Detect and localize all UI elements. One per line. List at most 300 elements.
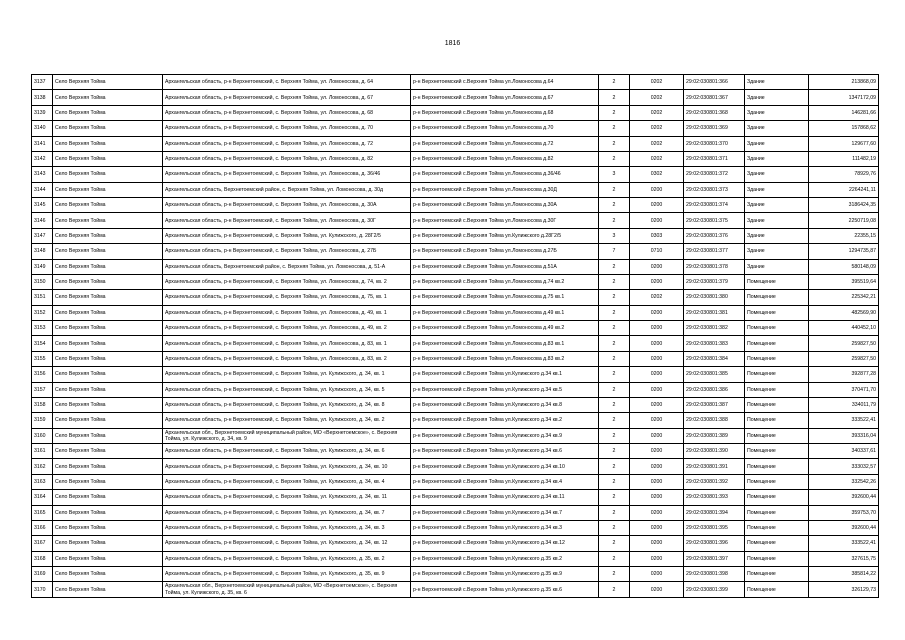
type-code-cell: 0200 [630,274,684,289]
address-cell: Архангельская область, Верхнетоемский район, с. Верхняя Тойма, ул. Ломоносова, д. 51-А [163,259,411,274]
object-type-cell: Помещение [745,536,809,551]
cadastral-value-cell: 157868,62 [809,121,879,136]
type-code-cell: 0200 [630,474,684,489]
location-cell: р-н Верхнетоемский с.Верхняя Тойма ул.Ломоносова д.83 кв.2 [411,351,599,366]
cadastral-value-cell: 146281,66 [809,105,879,120]
class-code-cell: 2 [599,290,630,305]
class-code-cell: 2 [599,105,630,120]
location-cell: р-н Верхнетоемский с.Верхняя Тойма ул.Кулижского д.34 кв.5 [411,382,599,397]
cadastral-value-cell: 580148,09 [809,259,879,274]
address-cell: Архангельская область, р-н Верхнетоемский, с. Верхняя Тойма, ул. Ломоносова, д. 49, кв. 2 [163,321,411,336]
object-type-cell: Помещение [745,290,809,305]
table-row [32,121,879,136]
location-cell: р-н Верхнетоемский с.Верхняя Тойма ул.Ломоносова д.82 [411,151,599,166]
location-cell: р-н Верхнетоемский с.Верхняя Тойма ул.Ломоносова д.64 [411,75,599,90]
cadastral-number-cell: 29:02:030801:377 [684,244,745,259]
settlement-cell: Село Верхняя Тойма [53,351,163,366]
object-type-cell: Здание [745,136,809,151]
type-code-cell: 0200 [630,182,684,197]
location-cell: р-н Верхнетоемский с.Верхняя Тойма ул.Ломоносова д.51А [411,259,599,274]
row-number-cell: 3149 [32,259,53,274]
class-code-cell: 2 [599,90,630,105]
row-number-cell: 3152 [32,305,53,320]
type-code-cell: 0303 [630,228,684,243]
settlement-cell: Село Верхняя Тойма [53,367,163,382]
cadastral-value-cell: 359753,70 [809,505,879,520]
class-code-cell: 2 [599,397,630,412]
table-row [32,290,879,305]
row-number-cell: 3137 [32,75,53,90]
cadastral-value-cell: 225342,21 [809,290,879,305]
type-code-cell: 0202 [630,290,684,305]
row-number-cell: 3147 [32,228,53,243]
table-row [32,505,879,520]
table-row [32,305,879,320]
table-row [32,105,879,120]
table-row [32,397,879,412]
class-code-cell: 2 [599,274,630,289]
cadastral-value-cell: 327615,75 [809,551,879,566]
cadastral-number-cell: 29:02:030801:384 [684,351,745,366]
type-code-cell: 0200 [630,520,684,535]
row-number-cell: 3165 [32,505,53,520]
class-code-cell: 2 [599,182,630,197]
object-type-cell: Помещение [745,413,809,428]
cadastral-number-cell: 29:02:030801:379 [684,274,745,289]
table-row [32,321,879,336]
row-number-cell: 3154 [32,336,53,351]
cadastral-value-cell: 1294735,87 [809,244,879,259]
table-row [32,228,879,243]
class-code-cell: 2 [599,336,630,351]
settlement-cell: Село Верхняя Тойма [53,382,163,397]
object-type-cell: Здание [745,75,809,90]
cadastral-value-cell: 395519,64 [809,274,879,289]
table-row [32,536,879,551]
table-row [32,182,879,197]
row-number-cell: 3155 [32,351,53,366]
type-code-cell: 0200 [630,321,684,336]
object-type-cell: Помещение [745,382,809,397]
object-type-cell: Помещение [745,459,809,474]
table-row [32,259,879,274]
address-cell: Архангельская область, р-н Верхнетоемский, с. Верхняя Тойма, ул. Кулижского, д. 34, кв. 6 [163,444,411,459]
cadastral-number-cell: 29:02:030801:371 [684,151,745,166]
table-row [32,351,879,366]
type-code-cell: 0202 [630,75,684,90]
row-number-cell: 3162 [32,459,53,474]
location-cell: р-н Верхнетоемский с.Верхняя Тойма ул.Кулижского д.34 кв.1 [411,367,599,382]
table-row [32,520,879,535]
cadastral-number-cell: 29:02:030801:382 [684,321,745,336]
class-code-cell: 2 [599,305,630,320]
cadastral-number-cell: 29:02:030801:387 [684,397,745,412]
type-code-cell: 0200 [630,536,684,551]
object-type-cell: Помещение [745,567,809,582]
address-cell: Архангельская область, р-н Верхнетоемский, с. Верхняя Тойма, ул. Кулижского, д. 34, кв. 10 [163,459,411,474]
class-code-cell: 2 [599,151,630,166]
type-code-cell: 0200 [630,413,684,428]
cadastral-value-cell: 1347172,09 [809,90,879,105]
location-cell: р-н Верхнетоемский с.Верхняя Тойма ул.Кулижского д.34 кв.10 [411,459,599,474]
location-cell: р-н Верхнетоемский с.Верхняя Тойма ул.Ломоносова д.30Д [411,182,599,197]
settlement-cell: Село Верхняя Тойма [53,413,163,428]
type-code-cell: 0202 [630,90,684,105]
location-cell: р-н Верхнетоемский с.Верхняя Тойма ул.Ломоносова д.36/46 [411,167,599,182]
address-cell: Архангельская область, р-н Верхнетоемский, с. Верхняя Тойма, ул. Кулижского, д. 34, кв. 12 [163,536,411,551]
settlement-cell: Село Верхняя Тойма [53,136,163,151]
type-code-cell: 0200 [630,198,684,213]
object-type-cell: Помещение [745,397,809,412]
cadastral-value-cell: 129677,60 [809,136,879,151]
address-cell: Архангельская область, р-н Верхнетоемский, с. Верхняя Тойма, ул. Ломоносова, д. 68 [163,105,411,120]
settlement-cell: Село Верхняя Тойма [53,213,163,228]
class-code-cell: 2 [599,259,630,274]
object-type-cell: Здание [745,151,809,166]
address-cell: Архангельская обл., Верхнетоемский муниципальный район, МО «Верхнетоемское», с. Верхняя Тойма, ул. Кулижского, д. 34, кв. 9 [163,428,411,443]
settlement-cell: Село Верхняя Тойма [53,259,163,274]
settlement-cell: Село Верхняя Тойма [53,567,163,582]
type-code-cell: 0200 [630,428,684,443]
cadastral-number-cell: 29:02:030801:378 [684,259,745,274]
object-type-cell: Помещение [745,551,809,566]
settlement-cell: Село Верхняя Тойма [53,428,163,443]
class-code-cell: 2 [599,321,630,336]
cadastral-number-cell: 29:02:030801:381 [684,305,745,320]
settlement-cell: Село Верхняя Тойма [53,505,163,520]
location-cell: р-н Верхнетоемский с.Верхняя Тойма ул.Кулижского д.34 кв.2 [411,413,599,428]
class-code-cell: 2 [599,213,630,228]
cadastral-number-cell: 29:02:030801:389 [684,428,745,443]
cadastral-number-cell: 29:02:030801:392 [684,474,745,489]
table-row [32,582,879,597]
table-row [32,90,879,105]
object-type-cell: Здание [745,259,809,274]
location-cell: р-н Верхнетоемский с.Верхняя Тойма ул.Кулижского д.28Г2/5 [411,228,599,243]
type-code-cell: 0202 [630,105,684,120]
settlement-cell: Село Верхняя Тойма [53,336,163,351]
type-code-cell: 0202 [630,136,684,151]
class-code-cell: 2 [599,567,630,582]
type-code-cell: 0200 [630,367,684,382]
class-code-cell: 2 [599,382,630,397]
address-cell: Архангельская область, р-н Верхнетоемский, с. Верхняя Тойма, ул. Ломоносова, д. 83, кв. 1 [163,336,411,351]
row-number-cell: 3151 [32,290,53,305]
row-number-cell: 3142 [32,151,53,166]
location-cell: р-н Верхнетоемский с.Верхняя Тойма ул.Ломоносова д.27Б [411,244,599,259]
address-cell: Архангельская область, р-н Верхнетоемский, с. Верхняя Тойма, ул. Кулижского, д. 34, кв. 4 [163,474,411,489]
cadastral-value-cell: 326129,73 [809,582,879,597]
table-row [32,490,879,505]
object-type-cell: Помещение [745,582,809,597]
type-code-cell: 0302 [630,167,684,182]
settlement-cell: Село Верхняя Тойма [53,520,163,535]
row-number-cell: 3157 [32,382,53,397]
location-cell: р-н Верхнетоемский с.Верхняя Тойма ул.Кулижского д.34 кв.11 [411,490,599,505]
object-type-cell: Здание [745,90,809,105]
object-type-cell: Здание [745,213,809,228]
type-code-cell: 0200 [630,382,684,397]
class-code-cell: 2 [599,413,630,428]
type-code-cell: 0200 [630,551,684,566]
cadastral-number-cell: 29:02:030801:395 [684,520,745,535]
row-number-cell: 3144 [32,182,53,197]
location-cell: р-н Верхнетоемский с.Верхняя Тойма ул.Ломоносова д.68 [411,105,599,120]
table-row [32,274,879,289]
address-cell: Архангельская область, Верхнетоемский район, с. Верхняя Тойма, ул. Ломоносова, д. 30д [163,182,411,197]
row-number-cell: 3153 [32,321,53,336]
row-number-cell: 3148 [32,244,53,259]
cadastral-value-cell: 482569,90 [809,305,879,320]
address-cell: Архангельская область, р-н Верхнетоемский, с. Верхняя Тойма, ул. Кулижского, д. 34, кв. 2 [163,413,411,428]
object-type-cell: Помещение [745,351,809,366]
cadastral-value-cell: 334011,79 [809,397,879,412]
row-number-cell: 3169 [32,567,53,582]
cadastral-number-cell: 29:02:030801:373 [684,182,745,197]
cadastral-number-cell: 29:02:030801:374 [684,198,745,213]
row-number-cell: 3160 [32,428,53,443]
row-number-cell: 3156 [32,367,53,382]
row-number-cell: 3163 [32,474,53,489]
class-code-cell: 2 [599,520,630,535]
class-code-cell: 2 [599,536,630,551]
settlement-cell: Село Верхняя Тойма [53,90,163,105]
class-code-cell: 2 [599,136,630,151]
table-row [32,367,879,382]
row-number-cell: 3150 [32,274,53,289]
type-code-cell: 0200 [630,505,684,520]
cadastral-number-cell: 29:02:030801:397 [684,551,745,566]
location-cell: р-н Верхнетоемский с.Верхняя Тойма ул.Ломоносова д.67 [411,90,599,105]
cadastral-number-cell: 29:02:030801:393 [684,490,745,505]
location-cell: р-н Верхнетоемский с.Верхняя Тойма ул.Ломоносова д.83 кв.1 [411,336,599,351]
type-code-cell: 0200 [630,444,684,459]
cadastral-value-cell: 2250719,08 [809,213,879,228]
address-cell: Архангельская область, р-н Верхнетоемский, с. Верхняя Тойма, ул. Ломоносова, д. 83, кв. 2 [163,351,411,366]
class-code-cell: 2 [599,428,630,443]
cadastral-value-cell: 392600,44 [809,520,879,535]
address-cell: Архангельская область, р-н Верхнетоемский, с. Верхняя Тойма, ул. Ломоносова, д. 36/46 [163,167,411,182]
address-cell: Архангельская область, р-н Верхнетоемский, с. Верхняя Тойма, ул. Кулижского, д. 34, кв. 7 [163,505,411,520]
cadastral-number-cell: 29:02:030801:391 [684,459,745,474]
settlement-cell: Село Верхняя Тойма [53,151,163,166]
table-row [32,551,879,566]
type-code-cell: 0202 [630,151,684,166]
row-number-cell: 3143 [32,167,53,182]
table-row [32,413,879,428]
cadastral-value-cell: 333032,57 [809,459,879,474]
class-code-cell: 2 [599,444,630,459]
cadastral-number-cell: 29:02:030801:372 [684,167,745,182]
class-code-cell: 3 [599,167,630,182]
settlement-cell: Село Верхняя Тойма [53,75,163,90]
class-code-cell: 2 [599,351,630,366]
settlement-cell: Село Верхняя Тойма [53,444,163,459]
location-cell: р-н Верхнетоемский с.Верхняя Тойма ул.Ломоносова д.30А [411,198,599,213]
cadastral-value-cell: 78929,76 [809,167,879,182]
settlement-cell: Село Верхняя Тойма [53,459,163,474]
type-code-cell: 0200 [630,490,684,505]
address-cell: Архангельская область, р-н Верхнетоемский, с. Верхняя Тойма, ул. Кулижского, д. 28Г2/5 [163,228,411,243]
address-cell: Архангельская область, р-н Верхнетоемский, с. Верхняя Тойма, ул. Ломоносова, д. 70 [163,121,411,136]
settlement-cell: Село Верхняя Тойма [53,321,163,336]
object-type-cell: Помещение [745,444,809,459]
cadastral-value-cell: 392600,44 [809,490,879,505]
cadastral-number-cell: 29:02:030801:368 [684,105,745,120]
row-number-cell: 3166 [32,520,53,535]
type-code-cell: 0200 [630,582,684,597]
settlement-cell: Село Верхняя Тойма [53,582,163,597]
row-number-cell: 3159 [32,413,53,428]
object-type-cell: Помещение [745,490,809,505]
settlement-cell: Село Верхняя Тойма [53,182,163,197]
settlement-cell: Село Верхняя Тойма [53,167,163,182]
row-number-cell: 3161 [32,444,53,459]
cadastral-value-cell: 440452,10 [809,321,879,336]
object-type-cell: Здание [745,105,809,120]
settlement-cell: Село Верхняя Тойма [53,105,163,120]
type-code-cell: 0200 [630,213,684,228]
settlement-cell: Село Верхняя Тойма [53,305,163,320]
object-type-cell: Помещение [745,321,809,336]
type-code-cell: 0200 [630,305,684,320]
location-cell: р-н Верхнетоемский с.Верхняя Тойма ул.Ломоносова д.72 [411,136,599,151]
settlement-cell: Село Верхняя Тойма [53,536,163,551]
class-code-cell: 2 [599,474,630,489]
object-type-cell: Помещение [745,505,809,520]
row-number-cell: 3145 [32,198,53,213]
cadastral-number-cell: 29:02:030801:398 [684,567,745,582]
address-cell: Архангельская область, р-н Верхнетоемский, с. Верхняя Тойма, ул. Кулижского, д. 34, кв. 8 [163,397,411,412]
cadastral-value-cell: 333522,41 [809,536,879,551]
row-number-cell: 3140 [32,121,53,136]
row-number-cell: 3138 [32,90,53,105]
table-row [32,567,879,582]
cadastral-value-cell: 259827,50 [809,336,879,351]
cadastral-value-cell: 22355,15 [809,228,879,243]
object-type-cell: Помещение [745,474,809,489]
address-cell: Архангельская область, р-н Верхнетоемский, с. Верхняя Тойма, ул. Ломоносова, д. 27Б [163,244,411,259]
registry-table-body [32,75,879,598]
address-cell: Архангельская область, р-н Верхнетоемский, с. Верхняя Тойма, ул. Ломоносова, д. 74, кв. 2 [163,274,411,289]
address-cell: Архангельская область, р-н Верхнетоемский, с. Верхняя Тойма, ул. Ломоносова, д. 75, кв. 1 [163,290,411,305]
class-code-cell: 2 [599,75,630,90]
cadastral-number-cell: 29:02:030801:390 [684,444,745,459]
table-row [32,428,879,443]
cadastral-value-cell: 340337,61 [809,444,879,459]
class-code-cell: 2 [599,367,630,382]
table-row [32,151,879,166]
location-cell: р-н Верхнетоемский с.Верхняя Тойма ул.Кулижского д.34 кв.4 [411,474,599,489]
cadastral-value-cell: 392877,28 [809,367,879,382]
object-type-cell: Помещение [745,274,809,289]
row-number-cell: 3164 [32,490,53,505]
address-cell: Архангельская область, р-н Верхнетоемский, с. Верхняя Тойма, ул. Кулижского, д. 35, кв. 9 [163,567,411,582]
object-type-cell: Здание [745,182,809,197]
settlement-cell: Село Верхняя Тойма [53,290,163,305]
cadastral-number-cell: 29:02:030801:396 [684,536,745,551]
cadastral-number-cell: 29:02:030801:369 [684,121,745,136]
cadastral-number-cell: 29:02:030801:388 [684,413,745,428]
settlement-cell: Село Верхняя Тойма [53,274,163,289]
cadastral-number-cell: 29:02:030801:376 [684,228,745,243]
table-row [32,382,879,397]
cadastral-value-cell: 259827,50 [809,351,879,366]
cadastral-number-cell: 29:02:030801:399 [684,582,745,597]
type-code-cell: 0200 [630,397,684,412]
class-code-cell: 2 [599,490,630,505]
type-code-cell: 0200 [630,351,684,366]
address-cell: Архангельская область, р-н Верхнетоемский, с. Верхняя Тойма, ул. Ломоносова, д. 49, кв. 1 [163,305,411,320]
object-type-cell: Здание [745,228,809,243]
row-number-cell: 3141 [32,136,53,151]
row-number-cell: 3168 [32,551,53,566]
class-code-cell: 2 [599,459,630,474]
cadastral-value-cell: 213868,09 [809,75,879,90]
settlement-cell: Село Верхняя Тойма [53,244,163,259]
cadastral-number-cell: 29:02:030801:386 [684,382,745,397]
cadastral-value-cell: 393316,04 [809,428,879,443]
cadastral-number-cell: 29:02:030801:366 [684,75,745,90]
address-cell: Архангельская область, р-н Верхнетоемский, с. Верхняя Тойма, ул. Ломоносова, д. 82 [163,151,411,166]
class-code-cell: 2 [599,551,630,566]
cadastral-number-cell: 29:02:030801:385 [684,367,745,382]
settlement-cell: Село Верхняя Тойма [53,228,163,243]
row-number-cell: 3167 [32,536,53,551]
class-code-cell: 3 [599,228,630,243]
address-cell: Архангельская область, р-н Верхнетоемский, с. Верхняя Тойма, ул. Ломоносова, д. 72 [163,136,411,151]
type-code-cell: 0200 [630,459,684,474]
settlement-cell: Село Верхняя Тойма [53,198,163,213]
location-cell: р-н Верхнетоемский с.Верхняя Тойма ул.Ломоносова д.30Г [411,213,599,228]
location-cell: р-н Верхнетоемский с.Верхняя Тойма ул.Ломоносова д.74 кв.2 [411,274,599,289]
address-cell: Архангельская область, р-н Верхнетоемский, с. Верхняя Тойма, ул. Кулижского, д. 35, кв. 2 [163,551,411,566]
location-cell: р-н Верхнетоемский с.Верхняя Тойма ул.Кулижского д.35 кв.6 [411,582,599,597]
row-number-cell: 3158 [32,397,53,412]
location-cell: р-н Верхнетоемский с.Верхняя Тойма ул.Кулижского д.35 кв.2 [411,551,599,566]
object-type-cell: Помещение [745,428,809,443]
table-row [32,459,879,474]
location-cell: р-н Верхнетоемский с.Верхняя Тойма ул.Ломоносова д.70 [411,121,599,136]
address-cell: Архангельская область, р-н Верхнетоемский, с. Верхняя Тойма, ул. Кулижского, д. 34, кв. 3 [163,520,411,535]
settlement-cell: Село Верхняя Тойма [53,474,163,489]
object-type-cell: Здание [745,244,809,259]
cadastral-number-cell: 29:02:030801:383 [684,336,745,351]
row-number-cell: 3146 [32,213,53,228]
location-cell: р-н Верхнетоемский с.Верхняя Тойма ул.Кулижского д.34 кв.12 [411,536,599,551]
location-cell: р-н Верхнетоемский с.Верхняя Тойма ул.Ломоносова д.49 кв.1 [411,305,599,320]
cadastral-value-cell: 3186424,35 [809,198,879,213]
class-code-cell: 2 [599,121,630,136]
settlement-cell: Село Верхняя Тойма [53,397,163,412]
row-number-cell: 3170 [32,582,53,597]
address-cell: Архангельская обл., Верхнетоемский муниципальный район, МО «Верхнетоемское», с. Верхняя Тойма, ул. Кулижского, д. 35, кв. 6 [163,582,411,597]
cadastral-number-cell: 29:02:030801:370 [684,136,745,151]
class-code-cell: 2 [599,582,630,597]
object-type-cell: Здание [745,121,809,136]
cadastral-number-cell: 29:02:030801:394 [684,505,745,520]
settlement-cell: Село Верхняя Тойма [53,490,163,505]
table-row [32,336,879,351]
address-cell: Архангельская область, р-н Верхнетоемский, с. Верхняя Тойма, ул. Ломоносова, д. 67 [163,90,411,105]
type-code-cell: 0710 [630,244,684,259]
cadastral-value-cell: 111482,19 [809,151,879,166]
cadastral-value-cell: 370471,70 [809,382,879,397]
type-code-cell: 0200 [630,567,684,582]
object-type-cell: Помещение [745,305,809,320]
cadastral-value-cell: 333522,41 [809,413,879,428]
settlement-cell: Село Верхняя Тойма [53,121,163,136]
